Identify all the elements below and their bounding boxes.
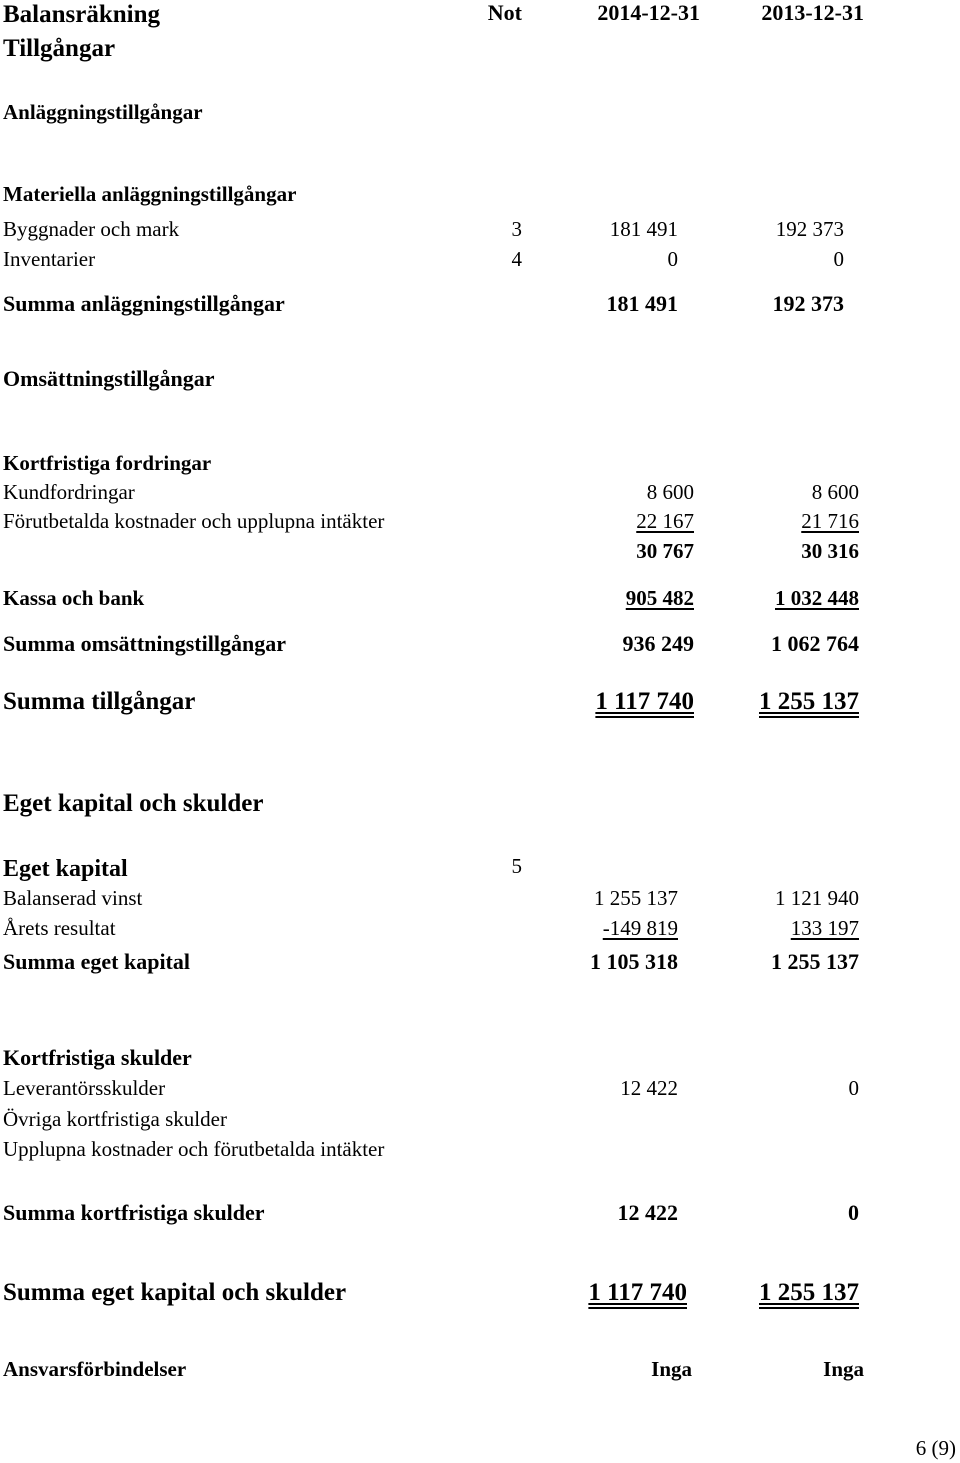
row-summa-tillgangar-label: Summa tillgångar xyxy=(3,688,196,715)
row-inventarier-not: 4 xyxy=(511,247,522,271)
row-summa-ek-skulder-label: Summa eget kapital och skulder xyxy=(3,1279,347,1306)
row-forutbetalda-v1: 22 167 xyxy=(636,509,694,533)
row-summa-anlaggning-v2: 192 373 xyxy=(772,291,844,316)
row-summa-ek-skulder-v2: 1 255 137 xyxy=(759,1279,859,1306)
row-summa-eget-kapital-v1: 1 105 318 xyxy=(590,949,678,974)
row-kundfordringar-label: Kundfordringar xyxy=(3,480,135,504)
page-title: Balansräkning xyxy=(3,1,161,28)
header-col-2014: 2014-12-31 xyxy=(597,0,700,25)
row-summa-fordringar-v2: 30 316 xyxy=(801,539,859,563)
row-summa-anlaggning-label: Summa anläggningstillgångar xyxy=(3,291,285,316)
section-omsattningstillgangar: Omsättningstillgångar xyxy=(3,366,215,391)
row-byggnader-not: 3 xyxy=(511,217,522,241)
row-kundfordringar-v1: 8 600 xyxy=(646,480,694,504)
row-leverantor-label: Leverantörsskulder xyxy=(3,1076,166,1100)
section-kortfristiga-skulder: Kortfristiga skulder xyxy=(3,1045,192,1070)
row-arets-resultat-v2: 133 197 xyxy=(790,916,859,940)
row-summa-kortfristiga-v2: 0 xyxy=(848,1200,859,1225)
row-summa-kortfristiga-v1: 12 422 xyxy=(617,1200,678,1225)
row-byggnader-label: Byggnader och mark xyxy=(3,217,180,241)
row-byggnader-v2: 192 373 xyxy=(775,217,844,241)
row-inventarier-v1: 0 xyxy=(667,247,678,271)
row-summa-eget-kapital-v2: 1 255 137 xyxy=(771,949,859,974)
row-inventarier-label: Inventarier xyxy=(3,247,96,271)
row-summa-omsattning-v2: 1 062 764 xyxy=(771,631,859,656)
row-balanserad-v1: 1 255 137 xyxy=(594,886,678,910)
row-summa-eget-kapital-label: Summa eget kapital xyxy=(3,949,190,974)
row-forutbetalda-v2: 21 716 xyxy=(801,509,859,533)
page-number: 6 (9) xyxy=(915,1436,956,1460)
row-ansvar-label: Ansvarsförbindelser xyxy=(3,1357,187,1381)
row-summa-kortfristiga-label: Summa kortfristiga skulder xyxy=(3,1200,265,1225)
section-materiella: Materiella anläggningstillgångar xyxy=(3,182,297,206)
row-summa-anlaggning-v1: 181 491 xyxy=(606,291,678,316)
row-ansvar-v1: Inga xyxy=(651,1357,692,1381)
row-leverantor-v1: 12 422 xyxy=(620,1076,678,1100)
row-kassa-label: Kassa och bank xyxy=(3,586,145,610)
row-ansvar-v2: Inga xyxy=(823,1357,864,1381)
row-summa-tillgangar-v2: 1 255 137 xyxy=(759,688,859,715)
row-summa-tillgangar-v1: 1 117 740 xyxy=(595,688,694,715)
row-upplupna-label: Upplupna kostnader och förutbetalda intäkter xyxy=(3,1137,385,1161)
row-inventarier-v2: 0 xyxy=(833,247,844,271)
row-balanserad-v2: 1 121 940 xyxy=(775,886,859,910)
section-eget-kapital: Eget kapital xyxy=(3,856,128,882)
section-kortfristiga-fordringar: Kortfristiga fordringar xyxy=(3,451,212,475)
row-arets-resultat-v1: -149 819 xyxy=(602,916,678,940)
row-summa-omsattning-v1: 936 249 xyxy=(622,631,694,656)
section-eget-kapital-och-skulder: Eget kapital och skulder xyxy=(3,790,264,817)
row-arets-resultat-label: Årets resultat xyxy=(3,916,116,940)
header-not: Not xyxy=(487,0,522,25)
row-leverantor-v2: 0 xyxy=(848,1076,859,1100)
row-kassa-v2: 1 032 448 xyxy=(775,586,859,610)
row-byggnader-v1: 181 491 xyxy=(609,217,678,241)
section-title-tillgangar: Tillgångar xyxy=(3,35,116,62)
row-kundfordringar-v2: 8 600 xyxy=(811,480,859,504)
row-summa-omsattning-label: Summa omsättningstillgångar xyxy=(3,631,286,656)
row-ovriga-label: Övriga kortfristiga skulder xyxy=(3,1107,227,1131)
section-anlaggningstillgangar: Anläggningstillgångar xyxy=(3,100,203,124)
header-col-2013: 2013-12-31 xyxy=(761,0,864,25)
row-summa-ek-skulder-v1: 1 117 740 xyxy=(588,1279,687,1306)
row-forutbetalda-label: Förutbetalda kostnader och upplupna intäkter xyxy=(3,509,385,533)
row-balanserad-label: Balanserad vinst xyxy=(3,886,143,910)
row-summa-fordringar-v1: 30 767 xyxy=(636,539,694,563)
row-kassa-v1: 905 482 xyxy=(625,586,694,610)
section-eget-kapital-not: 5 xyxy=(511,854,522,878)
